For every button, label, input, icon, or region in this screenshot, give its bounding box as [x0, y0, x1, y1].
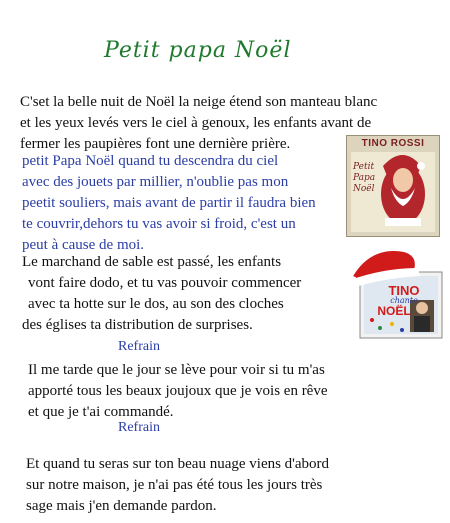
stanza-line: des églises ta distribution de surprises. [22, 317, 253, 333]
chorus-line: petit Papa Noël quand tu descendra du ciel [22, 153, 279, 169]
stanza-line: fermer les paupières font une dernière prière. [20, 136, 291, 152]
album-cover-tino-chante-noel [344, 244, 444, 340]
stanza-line: C'set la belle nuit de Noël la neige étend son manteau blanc [20, 94, 378, 110]
stanza-2 [22, 252, 301, 336]
album-artist: TINO ROSSI [361, 138, 425, 149]
stanza-line: et les yeux levés vers le ciel à genoux, les enfants avant de [20, 115, 372, 131]
stanza-line: Le marchand de sable est passé, les enfants [22, 254, 282, 270]
album-cover-tino-rossi [346, 135, 440, 237]
stanza-1 [20, 92, 377, 155]
chorus-line: te couvrir,dehors tu vas avoir si froid, c'est un [22, 216, 296, 232]
stanza-line: vont faire dodo, et tu vas pouvoir commencer [28, 275, 302, 291]
stanza-line: Et quand tu seras sur ton beau nuage viens d'abord [26, 456, 330, 472]
refrain-label: Refrain [118, 420, 160, 435]
stanza-line: sage mais j'en demande pardon. [26, 498, 217, 514]
stanza-4 [26, 454, 329, 517]
album-title-lettering: Petit Papa Noël [353, 162, 376, 194]
album-line-1: TINO [388, 283, 420, 298]
stanza-line: Il me tarde que le jour se lève pour voir si tu m'as [28, 362, 325, 378]
page-title: Petit papa Noël [104, 38, 292, 63]
album-line-2: chante [390, 296, 418, 305]
chorus-line: peetit souliers, mais avant de partir il faudra bien [22, 195, 316, 211]
chorus-line: peut à cause de moi. [22, 237, 145, 253]
stanza-line: apporté tous les beaux joujoux que je vois en rêve [28, 383, 328, 399]
stanza-line: sur notre maison, je n'ai pas été tous les jours très [26, 477, 323, 493]
stanza-line: avec ta hotte sur le dos, au son des cloches [28, 296, 284, 312]
stanza-line: et que je t'ai commandé. [28, 404, 174, 420]
album-line-3: NOËL [377, 304, 411, 318]
chorus-line: avec des jouets par millier, n'oublie pas mon [22, 174, 289, 190]
chorus [22, 151, 316, 256]
stanza-3 [28, 360, 328, 423]
refrain-label: Refrain [118, 339, 160, 354]
